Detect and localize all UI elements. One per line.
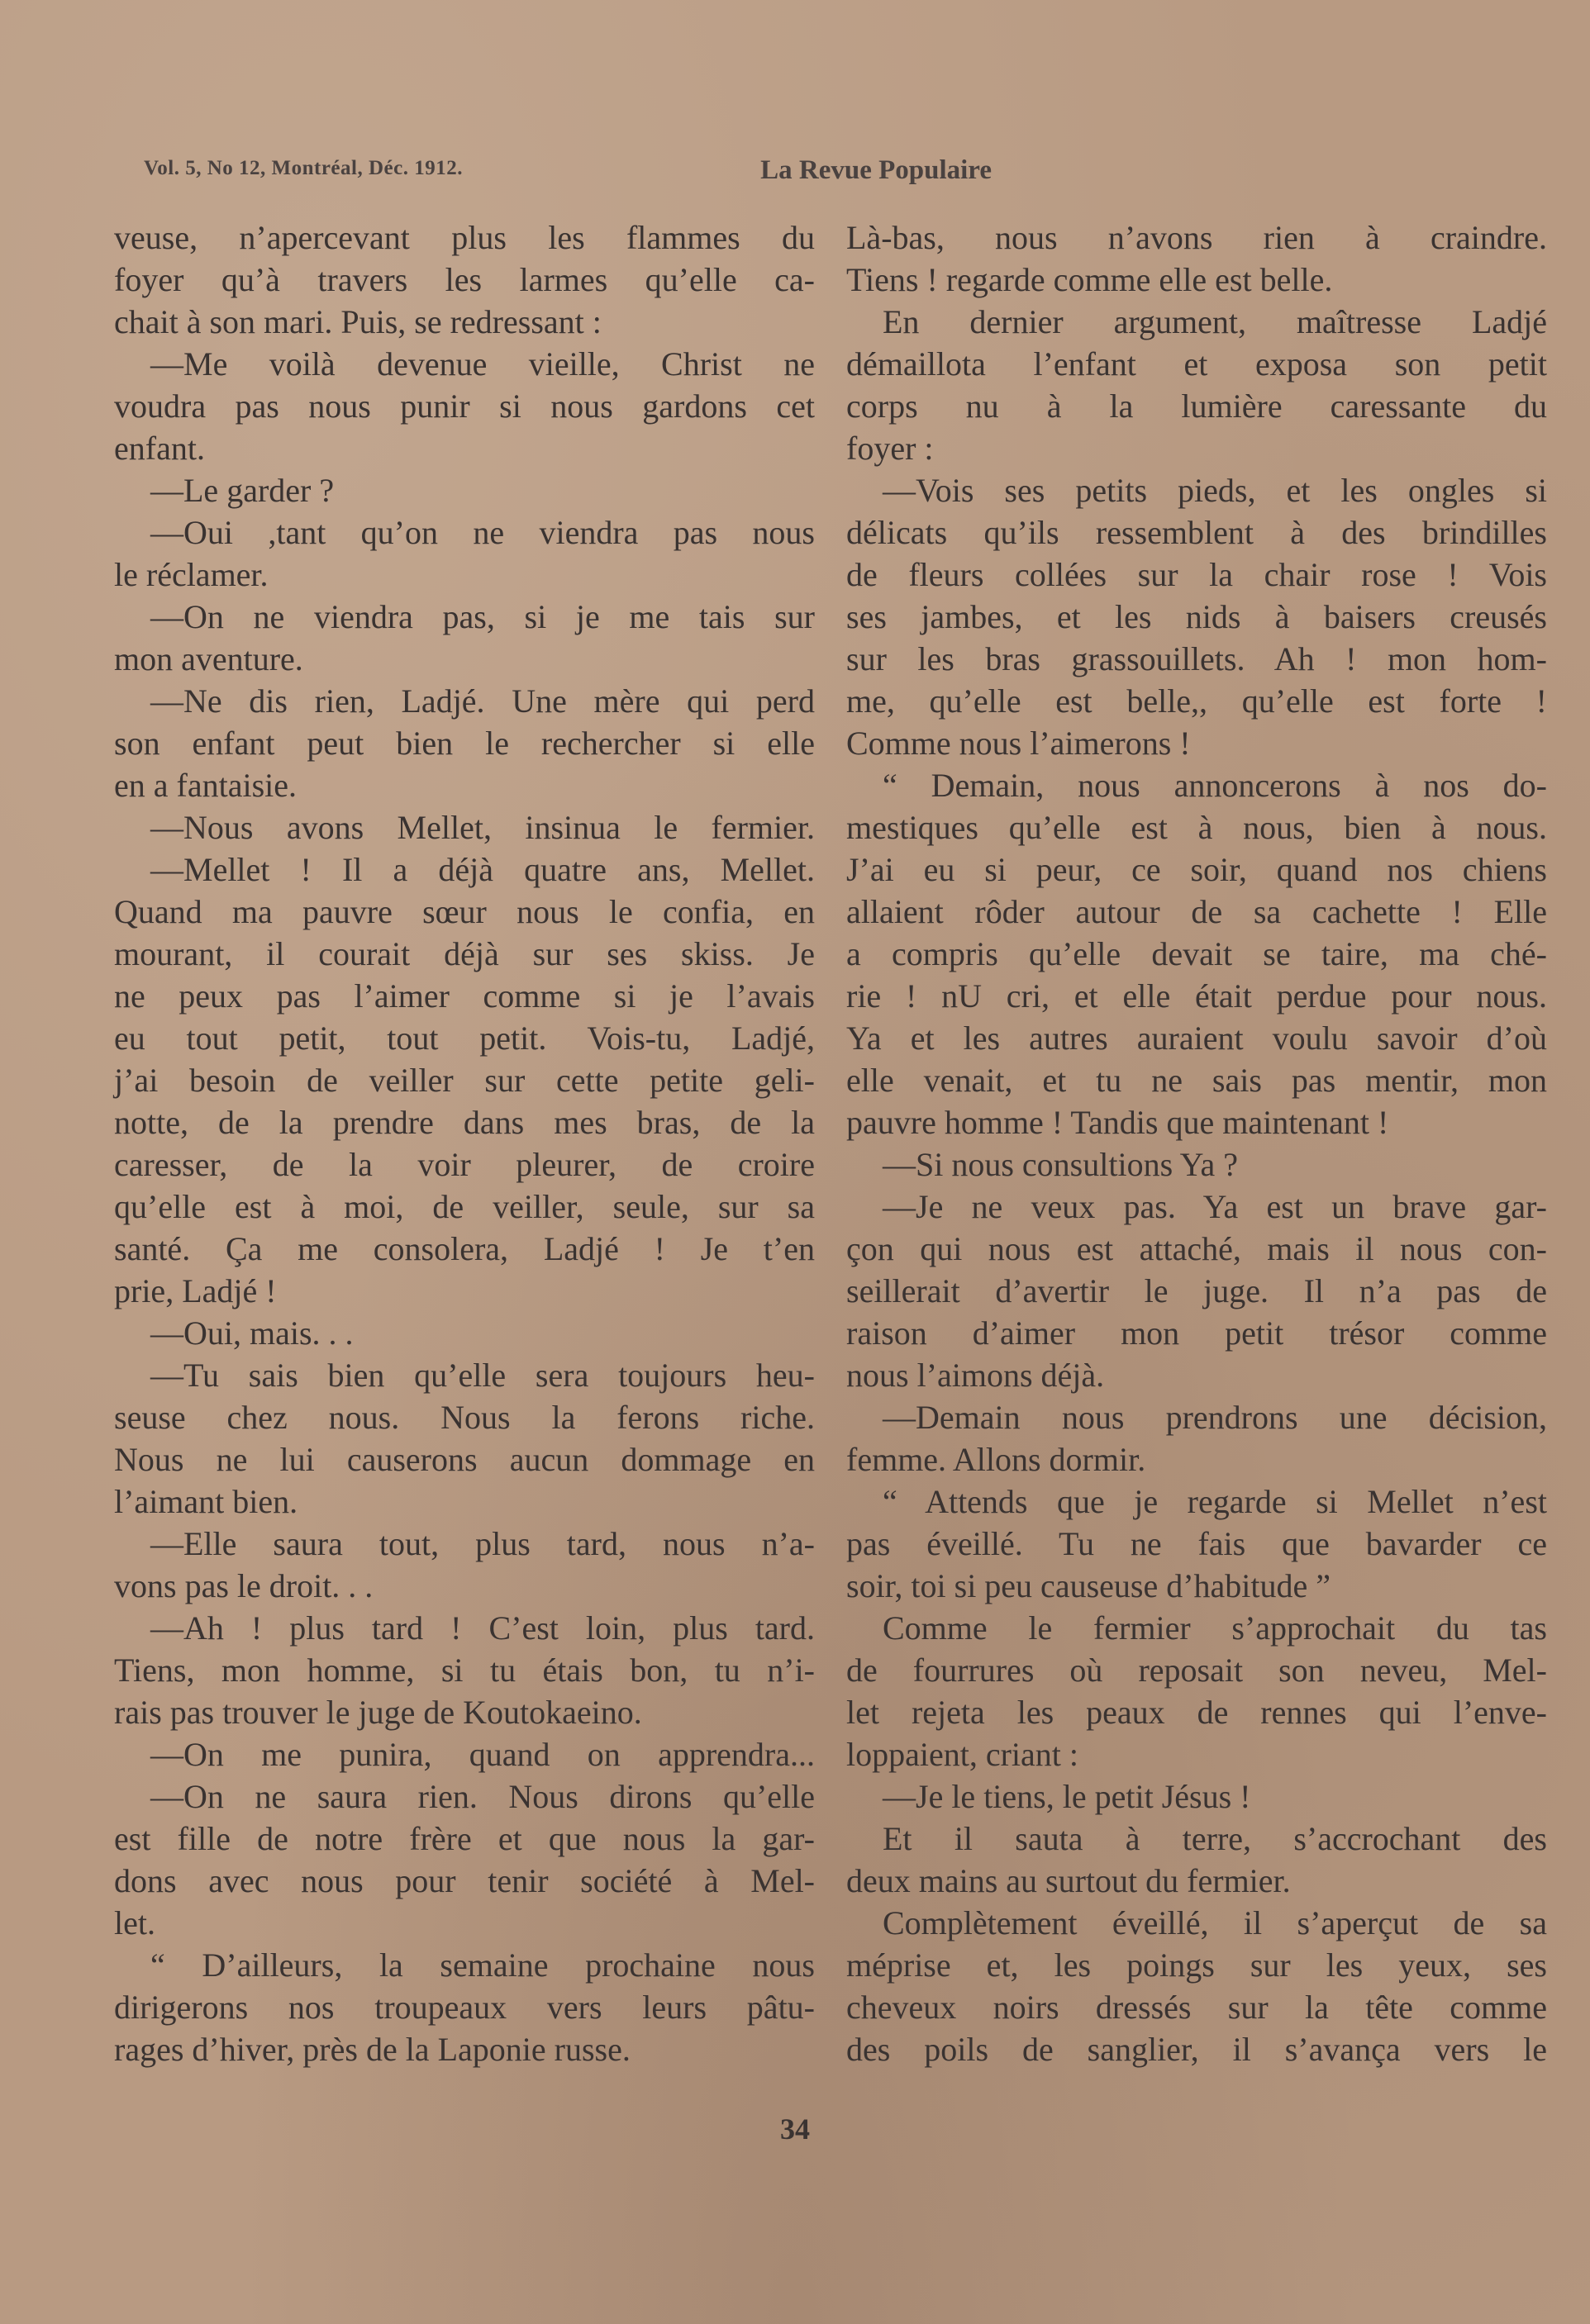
text-line: me, qu’elle est belle,, qu’elle est forte ! bbox=[846, 682, 1547, 720]
text-line: —Demain nous prendrons une décision, bbox=[883, 1399, 1547, 1436]
issue-info: Vol. 5, No 12, Montréal, Déc. 1912. bbox=[144, 157, 463, 179]
text-line: J’ai eu si peur, ce soir, quand nos chiens bbox=[846, 851, 1547, 888]
text-line: elle venait, et tu ne sais pas mentir, mon bbox=[846, 1062, 1547, 1099]
text-line: santé. Ça me consolera, Ladjé ! Je t’en bbox=[114, 1230, 815, 1267]
text-line: Comme le fermier s’approchait du tas bbox=[883, 1609, 1547, 1647]
text-line: femme. Allons dormir. bbox=[846, 1441, 1146, 1478]
text-line: méprise et, les poings sur les yeux, ses bbox=[846, 1946, 1547, 1984]
text-line: —Ah ! plus tard ! C’est loin, plus tard. bbox=[150, 1609, 815, 1647]
text-line: de fourrures où reposait son neveu, Mel- bbox=[846, 1652, 1547, 1689]
text-line: notte, de la prendre dans mes bras, de la bbox=[114, 1104, 815, 1141]
text-line: En dernier argument, maîtresse Ladjé bbox=[883, 303, 1547, 340]
text-line: Et il sauta à terre, s’accrochant des bbox=[883, 1820, 1547, 1857]
text-line: seuse chez nous. Nous la ferons riche. bbox=[114, 1399, 815, 1436]
text-line: pauvre homme ! Tandis que maintenant ! bbox=[846, 1104, 1389, 1141]
text-line: chait à son mari. Puis, se redressant : bbox=[114, 303, 602, 340]
page-number: 34 bbox=[780, 2113, 810, 2146]
text-line: soir, toi si peu causeuse d’habitude ” bbox=[846, 1567, 1331, 1604]
text-line: let rejeta les peaux de rennes qui l’enve- bbox=[846, 1694, 1547, 1731]
text-line: mon aventure. bbox=[114, 640, 303, 677]
text-line: démaillota l’enfant et exposa son petit bbox=[846, 345, 1547, 383]
text-line: vons pas le droit. . . bbox=[114, 1567, 374, 1604]
text-line: foyer : bbox=[846, 430, 934, 467]
text-line: —Mellet ! Il a déjà quatre ans, Mellet. bbox=[150, 851, 815, 888]
text-line: Là-bas, nous n’avons rien à craindre. bbox=[846, 219, 1547, 256]
text-line: —Le garder ? bbox=[150, 472, 335, 509]
text-line: qu’elle est à moi, de veiller, seule, sur sa bbox=[114, 1188, 815, 1225]
text-line: seillerait d’avertir le juge. Il n’a pas de bbox=[846, 1272, 1547, 1309]
text-line: —Je ne veux pas. Ya est un brave gar- bbox=[883, 1188, 1547, 1225]
text-line: —On ne viendra pas, si je me tais sur bbox=[150, 598, 815, 635]
text-line: des poils de sanglier, il s’avança vers le bbox=[846, 2031, 1547, 2068]
text-line: dons avec nous pour tenir société à Mel- bbox=[114, 1862, 815, 1899]
text-line: “ Demain, nous annoncerons à nos do- bbox=[883, 767, 1547, 804]
text-line: l’aimant bien. bbox=[114, 1483, 298, 1520]
text-line: en a fantaisie. bbox=[114, 767, 297, 804]
right-text-column bbox=[846, 216, 1547, 2070]
text-line: çon qui nous est attaché, mais il nous con- bbox=[846, 1230, 1547, 1267]
text-line: —Elle saura tout, plus tard, nous n’a- bbox=[150, 1525, 815, 1562]
text-line: ses jambes, et les nids à baisers creusés bbox=[846, 598, 1547, 635]
text-line: —Oui ,tant qu’on ne viendra pas nous bbox=[150, 514, 815, 551]
text-line: a compris qu’elle devait se taire, ma ché- bbox=[846, 935, 1547, 972]
text-line: enfant. bbox=[114, 430, 205, 467]
text-line: ne peux pas l’aimer comme si je l’avais bbox=[114, 977, 815, 1015]
text-line: Tiens ! regarde comme elle est belle. bbox=[846, 261, 1333, 298]
text-line: let. bbox=[114, 1904, 155, 1941]
text-line: nous l’aimons déjà. bbox=[846, 1357, 1105, 1394]
text-line: corps nu à la lumière caressante du bbox=[846, 387, 1547, 425]
text-line: le réclamer. bbox=[114, 556, 269, 593]
text-line: “ Attends que je regarde si Mellet n’est bbox=[883, 1483, 1547, 1520]
text-line: pas éveillé. Tu ne fais que bavarder ce bbox=[846, 1525, 1547, 1562]
page-header bbox=[144, 157, 992, 190]
text-line: veuse, n’apercevant plus les flammes du bbox=[114, 219, 815, 256]
text-line: Nous ne lui causerons aucun dommage en bbox=[114, 1441, 815, 1478]
text-line: Comme nous l’aimerons ! bbox=[846, 725, 1191, 762]
text-line: —Me voilà devenue vieille, Christ ne bbox=[150, 345, 815, 383]
text-line: Quand ma pauvre sœur nous le confia, en bbox=[114, 893, 815, 930]
text-line: deux mains au surtout du fermier. bbox=[846, 1862, 1291, 1899]
text-line: —On ne saura rien. Nous dirons qu’elle bbox=[150, 1778, 815, 1815]
text-line: son enfant peut bien le rechercher si elle bbox=[114, 725, 815, 762]
text-line: —Nous avons Mellet, insinua le fermier. bbox=[150, 809, 815, 846]
text-line: prie, Ladjé ! bbox=[114, 1272, 277, 1309]
text-line: j’ai besoin de veiller sur cette petite geli- bbox=[114, 1062, 815, 1099]
text-line: dirigerons nos troupeaux vers leurs pâtu- bbox=[114, 1989, 815, 2026]
text-line: Complètement éveillé, il s’aperçut de sa bbox=[883, 1904, 1547, 1941]
text-line: mourant, il courait déjà sur ses skiss. Je bbox=[114, 935, 815, 972]
text-line: —Si nous consultions Ya ? bbox=[883, 1146, 1239, 1183]
text-line: cheveux noirs dressés sur la tête comme bbox=[846, 1989, 1547, 2026]
text-line: Tiens, mon homme, si tu étais bon, tu n’i- bbox=[114, 1652, 815, 1689]
text-line: —Oui, mais. . . bbox=[150, 1314, 354, 1352]
left-text-column bbox=[114, 216, 815, 2070]
text-line: —On me punira, quand on apprendra... bbox=[150, 1736, 815, 1773]
text-line: —Je le tiens, le petit Jésus ! bbox=[883, 1778, 1251, 1815]
text-line: rais pas trouver le juge de Koutokaeino. bbox=[114, 1694, 642, 1731]
text-line: caresser, de la voir pleurer, de croire bbox=[114, 1146, 815, 1183]
text-line: “ D’ailleurs, la semaine prochaine nous bbox=[150, 1946, 815, 1984]
text-line: eu tout petit, tout petit. Vois-tu, Ladjé, bbox=[114, 1019, 815, 1057]
text-line: —Ne dis rien, Ladjé. Une mère qui perd bbox=[150, 682, 815, 720]
text-line: voudra pas nous punir si nous gardons cet bbox=[114, 387, 815, 425]
text-line: est fille de notre frère et que nous la gar- bbox=[114, 1820, 815, 1857]
text-line: Ya et les autres auraient voulu savoir d’où bbox=[846, 1019, 1547, 1057]
text-line: raison d’aimer mon petit trésor comme bbox=[846, 1314, 1547, 1352]
publication-title: La Revue Populaire bbox=[760, 155, 992, 185]
text-line: loppaient, criant : bbox=[846, 1736, 1079, 1773]
text-line: —Tu sais bien qu’elle sera toujours heu- bbox=[150, 1357, 815, 1394]
text-line: rie ! nU cri, et elle était perdue pour nous. bbox=[846, 977, 1547, 1015]
text-line: rages d’hiver, près de la Laponie russe. bbox=[114, 2031, 631, 2068]
text-line: délicats qu’ils ressemblent à des brindilles bbox=[846, 514, 1547, 551]
text-line: sur les bras grassouillets. Ah ! mon hom- bbox=[846, 640, 1547, 677]
text-line: allaient rôder autour de sa cachette ! Elle bbox=[846, 893, 1547, 930]
text-line: mestiques qu’elle est à nous, bien à nous. bbox=[846, 809, 1547, 846]
text-line: —Vois ses petits pieds, et les ongles si bbox=[883, 472, 1547, 509]
text-line: de fleurs collées sur la chair rose ! Vois bbox=[846, 556, 1547, 593]
text-line: foyer qu’à travers les larmes qu’elle ca- bbox=[114, 261, 815, 298]
